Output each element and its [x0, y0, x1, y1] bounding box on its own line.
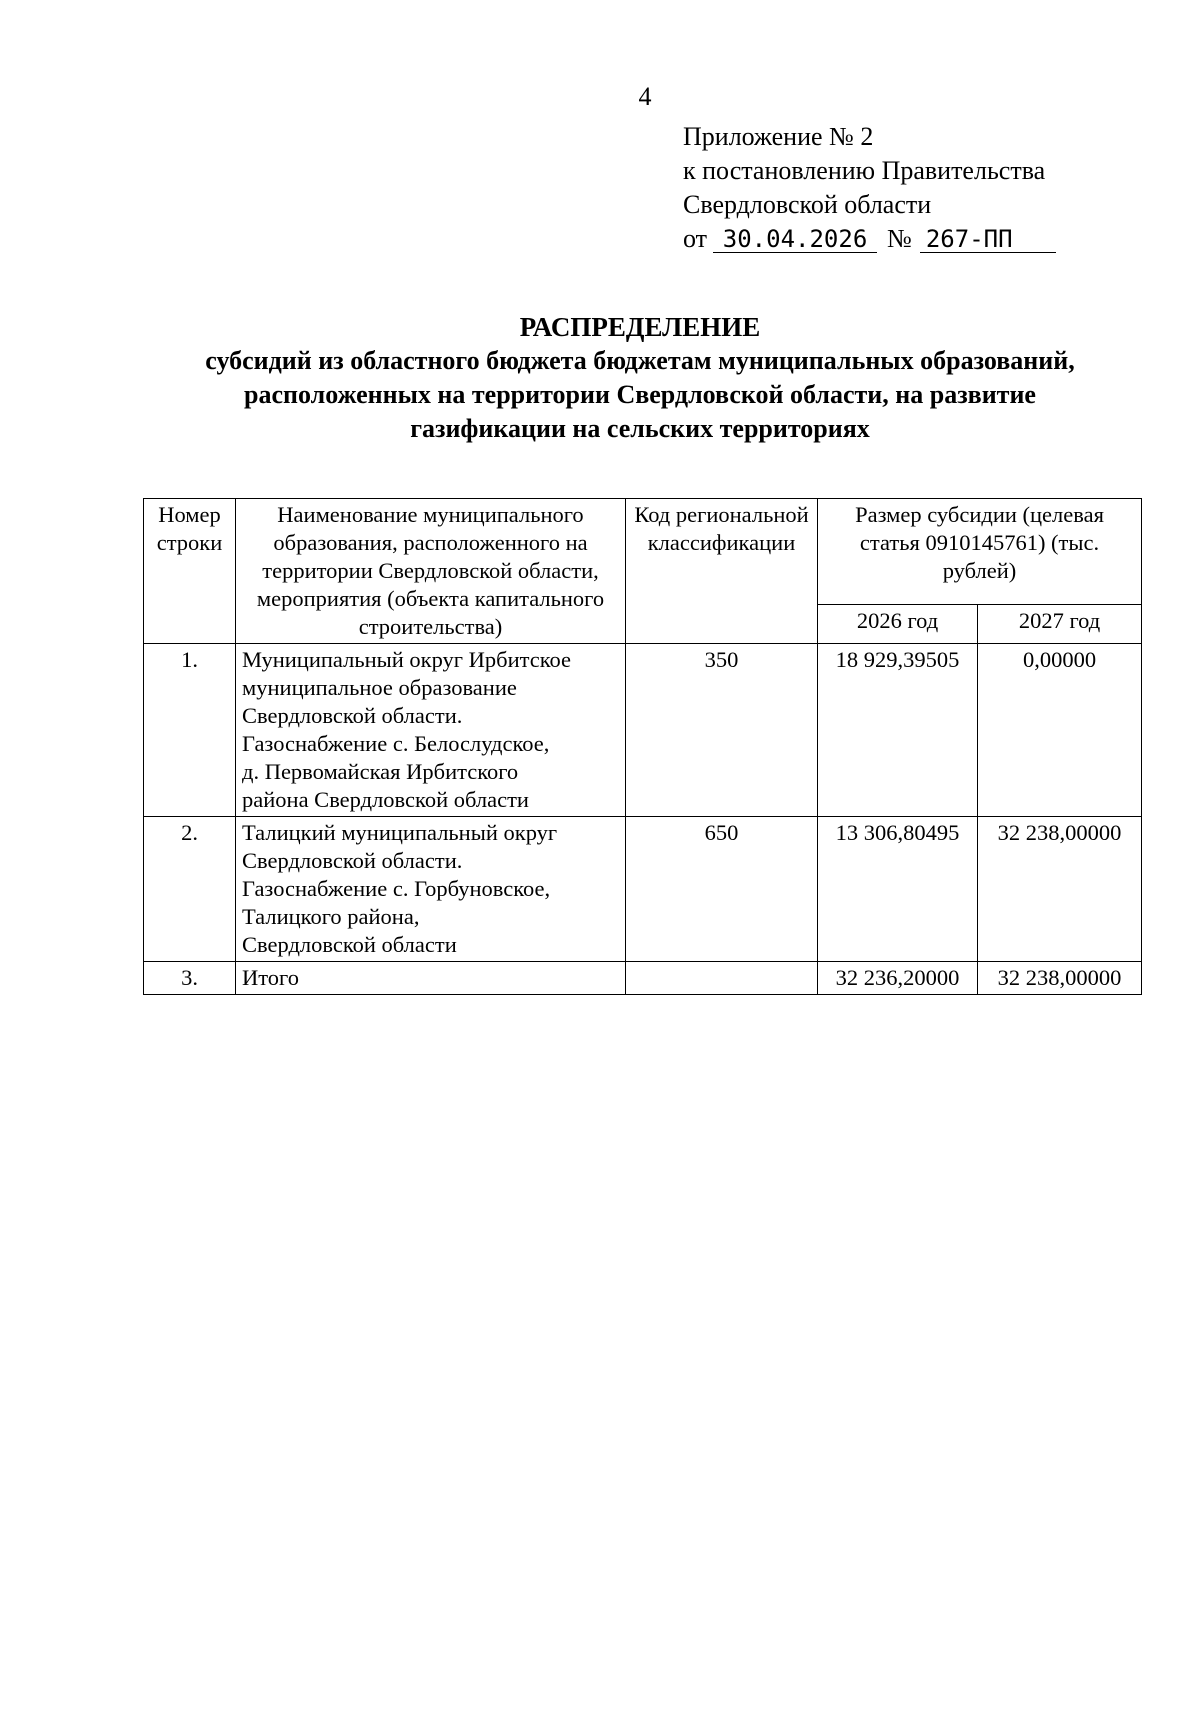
document-title [150, 310, 1130, 446]
resolution-number: 267-ПП [920, 226, 1056, 253]
row-number-cell: 3. [144, 962, 236, 995]
row-name-line: Свердловской области [242, 932, 457, 957]
row-name-line: района Свердловской области [242, 787, 529, 812]
row-name-line: Свердловской области. [242, 848, 463, 873]
page-number: 4 [638, 82, 652, 111]
title-line-2: расположенных на территории Свердловской области, на развитие [244, 380, 1036, 409]
appendix-line-region: Свердловской области [683, 190, 932, 219]
appendix-title: Приложение № 2 [683, 122, 874, 151]
header-year-2027: 2027 год [978, 604, 1142, 643]
row-code-cell [626, 962, 818, 995]
row-amount-2027-cell: 0,00000 [978, 644, 1142, 817]
row-name-line: Талицкий муниципальный округ [242, 820, 558, 845]
row-amount-2026-cell: 13 306,80495 [818, 817, 978, 962]
row-name-cell [236, 817, 626, 962]
subsidy-distribution-table [143, 498, 1142, 995]
appendix-date-line [683, 222, 1056, 256]
row-name-line: Муниципальный округ Ирбитское [242, 647, 572, 672]
row-code-cell: 350 [626, 644, 818, 817]
row-name-line: Газоснабжение с. Белослудское, [242, 731, 550, 756]
resolution-date: 30.04.2026 [713, 226, 877, 253]
table-header-row [144, 499, 1142, 605]
row-name-line: муниципальное образование [242, 675, 517, 700]
row-name-cell [236, 644, 626, 817]
date-prefix: от [683, 224, 708, 253]
row-code-cell: 650 [626, 817, 818, 962]
header-year-2026: 2026 год [818, 604, 978, 643]
row-amount-2026-cell: 18 929,39505 [818, 644, 978, 817]
header-amount: Размер субсидии (целевая статья 0910145761) (тыс. рублей) [818, 499, 1142, 605]
title-line-3: газификации на сельских территориях [410, 414, 870, 443]
table-row [144, 817, 1142, 962]
row-name-line: Талицкого района, [242, 904, 420, 929]
row-name-line: Газоснабжение с. Горбуновское, [242, 876, 551, 901]
table-row [144, 962, 1142, 995]
table-body [144, 644, 1142, 995]
appendix-line-resolution: к постановлению Правительства [683, 156, 1046, 185]
row-amount-2027-cell: 32 238,00000 [978, 817, 1142, 962]
title-main: РАСПРЕДЕЛЕНИЕ [519, 312, 761, 342]
header-name: Наименование муниципального образования, расположенного на территории Свердловской области, мероприятия (объекта капитального строительства) [236, 499, 626, 644]
header-row-number: Номер строки [144, 499, 236, 644]
number-sign: № [887, 224, 912, 253]
row-name-line: д. Первомайская Ирбитского [242, 759, 519, 784]
row-number-cell: 2. [144, 817, 236, 962]
appendix-block [683, 120, 1056, 256]
row-name-line: Итого [242, 965, 299, 990]
header-code: Код региональной классификации [626, 499, 818, 644]
row-amount-2027-cell: 32 238,00000 [978, 962, 1142, 995]
row-amount-2026-cell: 32 236,20000 [818, 962, 978, 995]
row-name-cell [236, 962, 626, 995]
table-row [144, 644, 1142, 817]
row-number-cell: 1. [144, 644, 236, 817]
row-name-line: Свердловской области. [242, 703, 463, 728]
title-line-1: субсидий из областного бюджета бюджетам муниципальных образований, [205, 346, 1075, 375]
